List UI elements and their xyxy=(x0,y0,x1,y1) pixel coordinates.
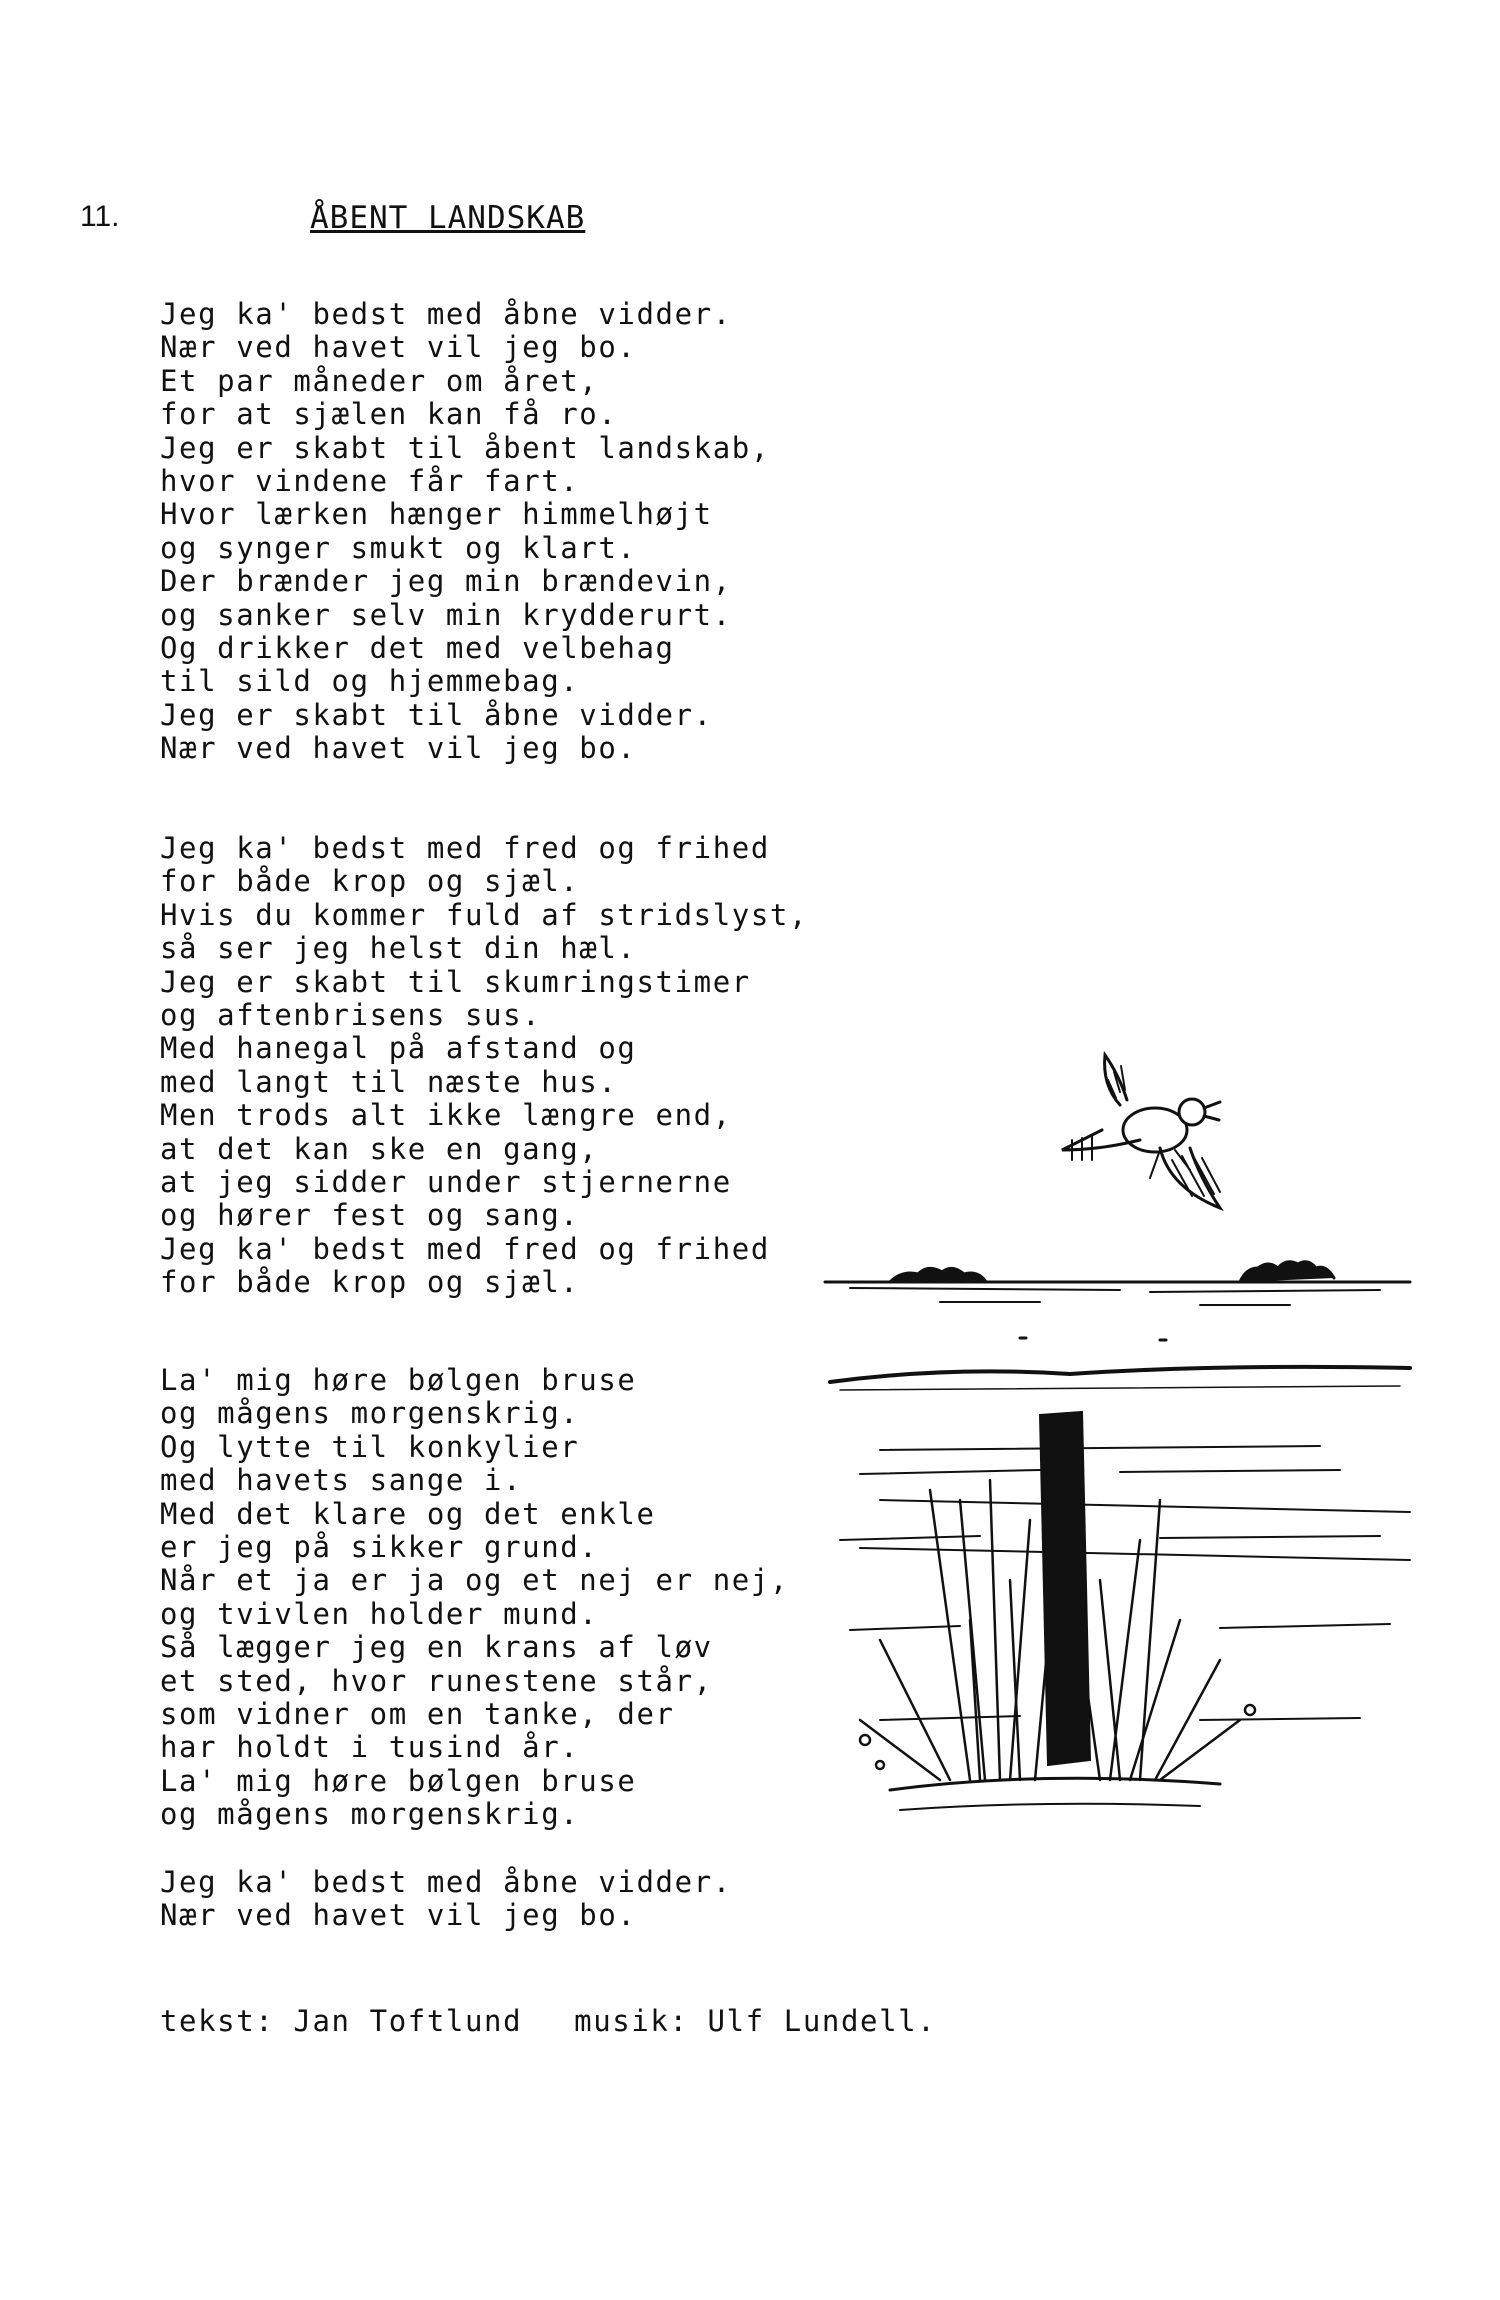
verse-line: er jeg på sikker grund. xyxy=(160,1529,599,1564)
verse-line: Et par måneder om året, xyxy=(160,363,599,398)
verse-line: Nær ved havet vil jeg bo. xyxy=(160,330,637,365)
verse-line: hvor vindene får fart. xyxy=(160,463,580,498)
verse-line: og sanker selv min krydderurt. xyxy=(160,597,732,632)
verse-line: Jeg ka' bedst med åbne vidder. xyxy=(160,1865,732,1899)
stanza-3 xyxy=(160,1364,789,1831)
verse-line: for både krop og sjæl. xyxy=(160,864,580,899)
stanza-2 xyxy=(160,832,808,1299)
verse-line: med havets sange i. xyxy=(160,1463,523,1498)
lark-bird-icon xyxy=(1062,1055,1220,1208)
page-number: 11. xyxy=(80,200,120,233)
verse-line: et sted, hvor runestene står, xyxy=(160,1663,713,1698)
verse-line: Jeg er skabt til åbent landskab, xyxy=(160,430,770,465)
verse-line: Og drikker det med velbehag xyxy=(160,630,675,665)
verse-line: Nær ved havet vil jeg bo. xyxy=(160,731,637,766)
verse-line: Jeg er skabt til åbne vidder. xyxy=(160,697,713,732)
verse-line: Med hanegal på afstand og xyxy=(160,1031,637,1066)
verse-line: og mågens morgenskrig. xyxy=(160,1396,580,1431)
illustration xyxy=(820,1020,1420,1840)
verse-line: til sild og hjemmebag. xyxy=(160,664,580,699)
verse-line: Hvor lærken hænger himmelhøjt xyxy=(160,497,713,532)
verse-line: har holdt i tusind år. xyxy=(160,1730,580,1765)
verse-line: Og lytte til konkylier xyxy=(160,1429,580,1464)
stanza-1 xyxy=(160,298,770,765)
verse-line: og aftenbrisens sus. xyxy=(160,997,542,1032)
verse-line: for både krop og sjæl. xyxy=(160,1265,580,1300)
page-title: ÅBENT LANDSKAB xyxy=(310,200,586,236)
coastal-landscape-icon xyxy=(825,1262,1410,1720)
verse-line: Så lægger jeg en krans af løv xyxy=(160,1630,713,1665)
verse-line: at jeg sidder under stjernerne xyxy=(160,1164,732,1199)
verse-line: La' mig høre bølgen bruse xyxy=(160,1363,637,1397)
verse-line: for at sjælen kan få ro. xyxy=(160,397,618,432)
lyrics-credit: tekst: Jan Toftlund xyxy=(160,2004,523,2038)
verse-line: og mågens morgenskrig. xyxy=(160,1797,580,1832)
verse-line: Med det klare og det enkle xyxy=(160,1496,656,1531)
verse-line: Jeg ka' bedst med åbne vidder. xyxy=(160,297,732,331)
verse-line: og synger smukt og klart. xyxy=(160,530,637,565)
verse-line: Hvis du kommer fuld af stridslyst, xyxy=(160,897,809,932)
music-credit: musik: Ulf Lundell. xyxy=(574,2004,937,2038)
stanza-4 xyxy=(160,1866,732,1933)
verse-line: La' mig høre bølgen bruse xyxy=(160,1763,637,1798)
verse-line: Der brænder jeg min brændevin, xyxy=(160,564,732,599)
verse-line: med langt til næste hus. xyxy=(160,1064,618,1099)
verse-line: Men trods alt ikke længre end, xyxy=(160,1098,732,1133)
verse-line: Når et ja er ja og et nej er nej, xyxy=(160,1563,789,1598)
verse-line: Jeg er skabt til skumringstimer xyxy=(160,964,751,999)
verse-line: så ser jeg helst din hæl. xyxy=(160,931,637,966)
verse-line: og hører fest og sang. xyxy=(160,1198,580,1233)
credits xyxy=(160,2004,936,2038)
verse-line: som vidner om en tanke, der xyxy=(160,1696,675,1731)
verse-line: og tvivlen holder mund. xyxy=(160,1596,599,1631)
verse-line: Jeg ka' bedst med fred og frihed xyxy=(160,1231,770,1266)
verse-line: Jeg ka' bedst med fred og frihed xyxy=(160,831,770,865)
verse-line: at det kan ske en gang, xyxy=(160,1131,599,1166)
verse-line: Nær ved havet vil jeg bo. xyxy=(160,1898,637,1933)
